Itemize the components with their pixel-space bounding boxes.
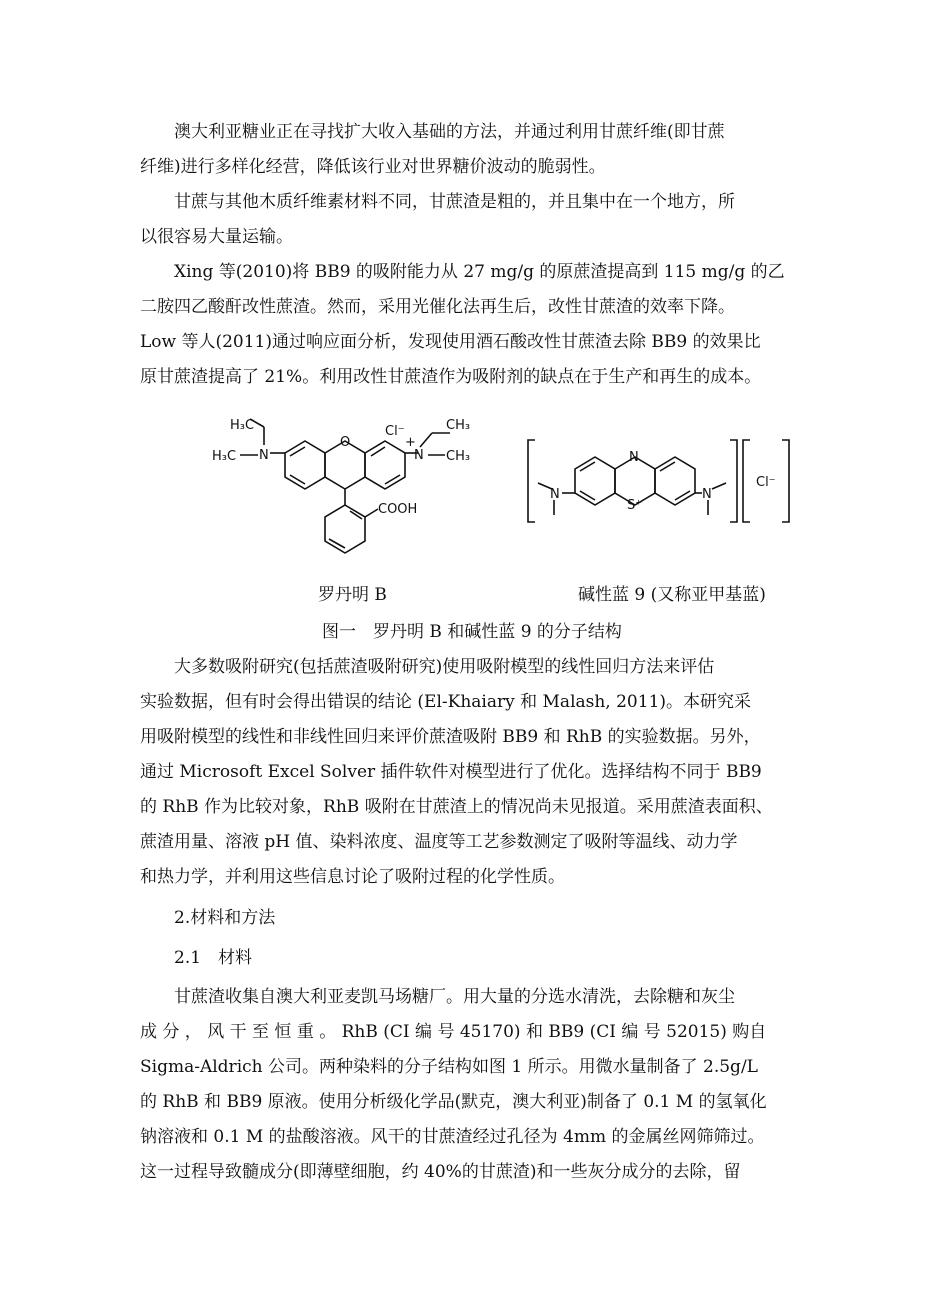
text-line: 原甘蔗渣提高了 21%。利用改性甘蔗渣作为吸附剂的缺点在于生产和再生的成本。 <box>140 367 762 387</box>
paragraph-materials <box>140 980 796 1190</box>
paragraph-intro <box>140 115 796 185</box>
text-line: 的 RhB 和 BB9 原液。使用分析级化学品(默克，澳大利亚)制备了 0.1 M 的氢氧化 <box>140 1092 767 1112</box>
formula-label: N <box>414 448 424 463</box>
text-line: 成 分 ， 风 干 至 恒 重 。 RhB (CI 编 号 45170) 和 BB9 (CI 编 号 52015) 购自 <box>140 1022 767 1042</box>
formula-label: CH₃ <box>446 449 471 464</box>
text-line: 的 RhB 作为比较对象，RhB 吸附在甘蔗渣上的情况尚未见报道。采用蔗渣表面积、 <box>140 797 773 817</box>
formula-label: Cl⁻ <box>756 475 776 490</box>
paragraph-modification <box>140 255 796 395</box>
paragraph-regression <box>140 650 796 895</box>
formula-label: COOH <box>378 502 418 517</box>
formula-label: H₃C <box>230 418 255 433</box>
figure-label-rhodamine-b: 罗丹明 B <box>318 585 387 605</box>
basic-blue-9-labels <box>550 450 776 513</box>
text-line: 甘蔗与其他木质纤维素材料不同，甘蔗渣是粗的，并且集中在一个地方，所 <box>174 192 735 212</box>
figure-label-basic-blue-9: 碱性蓝 9 (又称亚甲基蓝) <box>578 585 766 605</box>
text-line: 大多数吸附研究(包括蔗渣吸附研究)使用吸附模型的线性回归方法来评估 <box>174 657 715 677</box>
text-line: 纤维)进行多样化经营，降低该行业对世界糖价波动的脆弱性。 <box>140 157 606 177</box>
text-line: 通过 Microsoft Excel Solver 插件软件对模型进行了优化。选择结构不同于 BB9 <box>140 762 762 782</box>
text-line: Xing 等(2010)将 BB9 的吸附能力从 27 mg/g 的原蔗渣提高到 115 mg/g 的乙 <box>174 262 785 282</box>
formula-label: N <box>259 448 269 463</box>
formula-label: + <box>405 435 416 450</box>
figure-molecular-structures <box>0 405 926 575</box>
text-line: 用吸附模型的线性和非线性回归来评价蔗渣吸附 BB9 和 RhB 的实验数据。另外， <box>140 727 761 747</box>
formula-label: O <box>340 435 351 450</box>
formula-label: H₃C <box>212 449 237 464</box>
formula-label: Cl⁻ <box>385 424 405 439</box>
subsection-heading: 2.1 材料 <box>174 948 253 968</box>
text-line: 实验数据，但有时会得出错误的结论 (El-Khaiary 和 Malash, 2011)。本研究采 <box>140 692 752 712</box>
text-line: Low 等人(2011)通过响应面分析，发现使用酒石酸改性甘蔗渣去除 BB9 的效果比 <box>140 332 761 352</box>
formula-label: N <box>702 487 712 502</box>
text-line: 以很容易大量运输。 <box>140 227 293 247</box>
figure-caption: 图一 罗丹明 B 和碱性蓝 9 的分子结构 <box>322 622 622 642</box>
text-line: 澳大利亚糖业正在寻找扩大收入基础的方法，并通过利用甘蔗纤维(即甘蔗 <box>174 122 725 142</box>
formula-label: CH₃ <box>446 418 471 433</box>
formula-label: N <box>550 487 560 502</box>
text-line: 这一过程导致髓成分(即薄壁细胞，约 40%的甘蔗渣)和一些灰分成分的去除，留 <box>140 1162 741 1182</box>
text-line: 和热力学，并利用这些信息讨论了吸附过程的化学性质。 <box>140 867 565 887</box>
text-line: 蔗渣用量、溶液 pH 值、染料浓度、温度等工艺参数测定了吸附等温线、动力学 <box>140 832 738 852</box>
formula-label: N <box>629 450 639 465</box>
basic-blue-9-structure <box>528 440 789 522</box>
paragraph-bagasse <box>140 185 796 255</box>
formula-label: S⁺ <box>627 498 643 513</box>
text-line: 甘蔗渣收集自澳大利亚麦凯马场糖厂。用大量的分选水清洗，去除糖和灰尘 <box>174 987 735 1007</box>
text-line: Sigma-Aldrich 公司。两种染料的分子结构如图 1 所示。用微水量制备了 2.5g/L <box>140 1057 758 1077</box>
text-line: 钠溶液和 0.1 M 的盐酸溶液。风干的甘蔗渣经过孔径为 4mm 的金属丝网筛筛过。 <box>140 1127 765 1147</box>
text-line: 二胺四乙酸酐改性蔗渣。然而，采用光催化法再生后，改性甘蔗渣的效率下降。 <box>140 297 735 317</box>
section-heading: 2.材料和方法 <box>174 908 276 928</box>
